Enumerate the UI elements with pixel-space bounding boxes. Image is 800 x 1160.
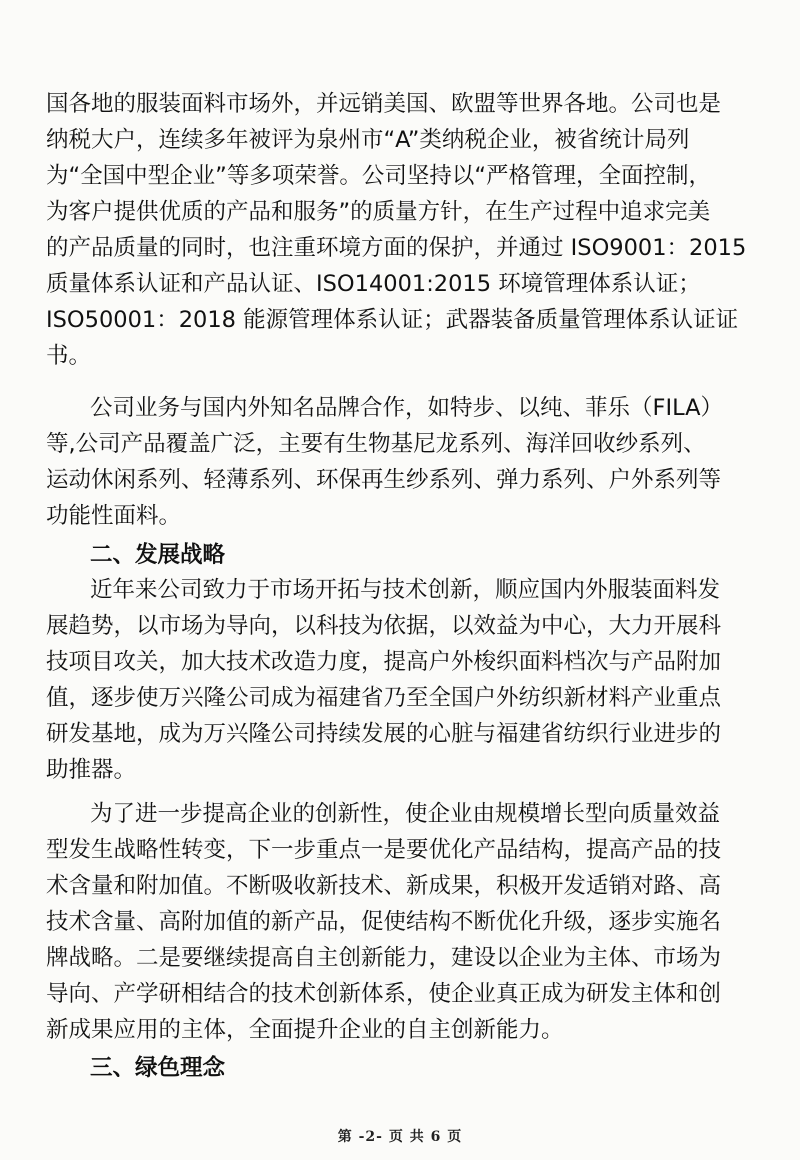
- paragraph-line: 质量体系认证和产品认证、ISO14001:2015 环境管理体系认证；: [46, 271, 701, 297]
- paragraph-line: 书。: [46, 343, 92, 369]
- paragraph-line: 公司业务与国内外知名品牌合作，如特步、以纯、菲乐（FILA）: [90, 395, 724, 421]
- paragraph-line: 等,公司产品覆盖广泛，主要有生物基尼龙系列、海洋回收纱系列、: [46, 431, 706, 457]
- paragraph-line: 新成果应用的主体，全面提升企业的自主创新能力。: [46, 1017, 564, 1043]
- paragraph-line: 牌战略。二是要继续提高自主创新能力，建设以企业为主体、市场为: [46, 945, 722, 971]
- paragraph-line: 助推器。: [46, 757, 137, 783]
- paragraph-line: 的产品质量的同时，也注重环境方面的保护，并通过 ISO9001：2015: [46, 235, 747, 261]
- paragraph-line: 运动休闲系列、轻薄系列、环保再生纱系列、弹力系列、户外系列等: [46, 467, 722, 493]
- paragraph-line: 功能性面料。: [46, 503, 182, 529]
- page-number-footer: 第 -2- 页 共 6 页: [337, 1129, 463, 1145]
- paragraph-line: 为“全国中型企业”等多项荣誉。公司坚持以“严格管理，全面控制，: [46, 163, 711, 189]
- paragraph-line: 展趋势，以市场为导向，以科技为依据，以效益为中心，大力开展科: [46, 613, 722, 639]
- paragraph-line: 纳税大户，连续多年被评为泉州市“A”类纳税企业，被省统计局列: [46, 127, 690, 153]
- paragraph-line: 近年来公司致力于市场开拓与技术创新，顺应国内外服装面料发: [90, 577, 721, 603]
- paragraph-line: 型发生战略性转变，下一步重点一是要优化产品结构，提高产品的技: [46, 837, 722, 863]
- paragraph-line: 为客户提供优质的产品和服务”的质量方针，在生产过程中追求完美: [46, 199, 711, 225]
- paragraph-line: ISO50001：2018 能源管理体系认证；武器装备质量管理体系认证证: [46, 307, 739, 333]
- paragraph-line: 技术含量、高附加值的新产品，促使结构不断优化升级，逐步实施名: [46, 909, 722, 935]
- paragraph-line: 导向、产学研相结合的技术创新体系，使企业真正成为研发主体和创: [46, 981, 722, 1007]
- section-heading: 三、绿色理念: [90, 1055, 226, 1081]
- paragraph-line: 值，逐步使万兴隆公司成为福建省乃至全国户外纺织新材料产业重点: [46, 685, 722, 711]
- paragraph-line: 研发基地，成为万兴隆公司持续发展的心脏与福建省纺织行业进步的: [46, 721, 722, 747]
- paragraph-line: 技项目攻关，加大技术改造力度，提高户外梭织面料档次与产品附加: [46, 649, 722, 675]
- paragraph-line: 为了进一步提高企业的创新性，使企业由规模增长型向质量效益: [90, 801, 721, 827]
- paragraph-line: 术含量和附加值。不断吸收新技术、新成果，积极开发适销对路、高: [46, 873, 722, 899]
- paragraph-line: 国各地的服装面料市场外，并远销美国、欧盟等世界各地。公司也是: [46, 91, 722, 117]
- section-heading: 二、发展战略: [90, 542, 226, 568]
